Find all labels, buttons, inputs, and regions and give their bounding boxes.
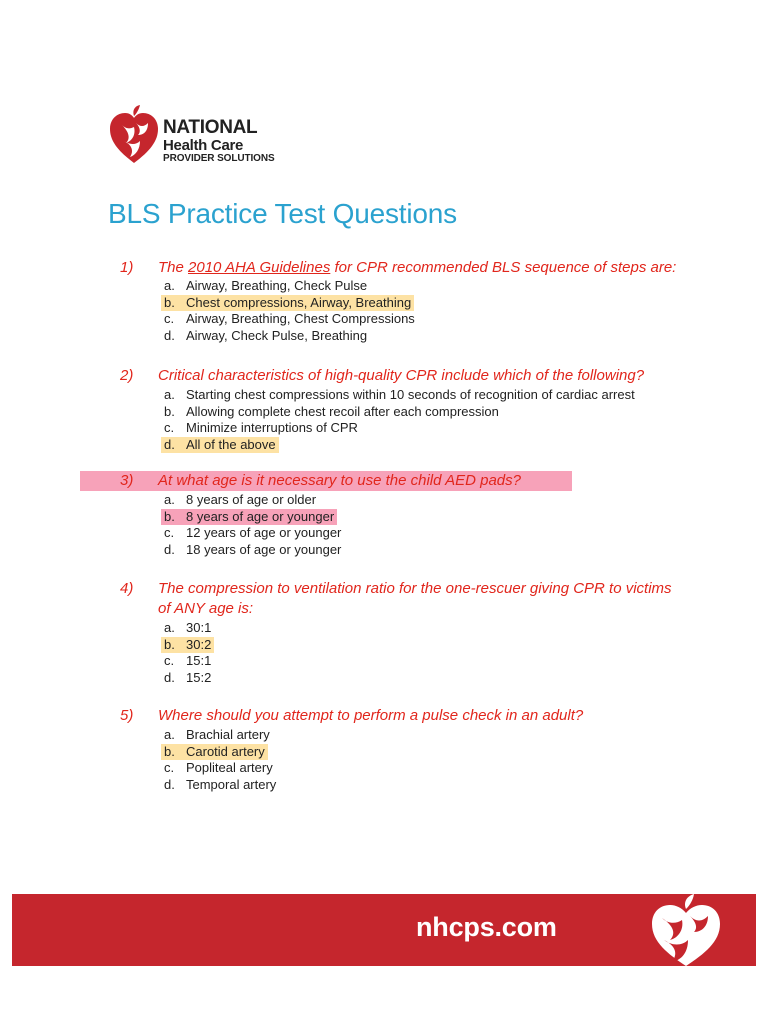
option-list (120, 278, 680, 344)
option-a: a. Airway, Breathing, Check Pulse (164, 278, 368, 293)
option-d: d. 18 years of age or younger (164, 541, 342, 557)
question-text: Critical characteristics of high-quality CPR include which of the following? (158, 367, 645, 384)
question-text: At what age is it necessary to use the child AED pads? (158, 472, 521, 489)
question-number: 5) (120, 707, 134, 724)
answer-highlight: b. 8 years of age or younger (161, 509, 337, 526)
option-a: a. 8 years of age or older (164, 492, 317, 507)
option-c: c. Minimize interruptions of CPR (164, 420, 358, 435)
option-c: c. 12 years of age or younger (164, 525, 342, 540)
option-c: c. Popliteal artery (164, 760, 273, 775)
page-title: BLS Practice Test Questions (108, 198, 457, 229)
option-d: d. 15:2 (164, 669, 212, 685)
question-3 (120, 471, 680, 558)
question-2 (120, 366, 680, 453)
brand-logo (108, 105, 308, 170)
option-b (164, 637, 656, 654)
option-b (164, 295, 656, 312)
heart-apple-icon (108, 105, 160, 167)
question-text: The compression to ventilation ratio for the one-rescuer giving CPR to victims of ANY age is: (158, 580, 672, 617)
option-c: c. Airway, Breathing, Chest Compressions (164, 311, 415, 326)
option-c: c. 15:1 (164, 653, 212, 668)
option-a: a. 30:1 (164, 620, 212, 635)
question-number: 4) (120, 580, 134, 597)
question-text: Where should you attempt to perform a pulse check in an adult? (158, 707, 584, 724)
option-list (120, 620, 680, 686)
option-b (164, 744, 656, 761)
option-b (164, 509, 656, 526)
option-list (120, 727, 680, 793)
option-d (164, 437, 656, 454)
brand-line1: NATIONAL (163, 117, 258, 138)
guidelines-link[interactable]: 2010 AHA Guidelines (188, 259, 331, 276)
option-b: b. Allowing complete chest recoil after each compression (164, 403, 499, 419)
footer-banner (12, 894, 756, 966)
question-text: The 2010 AHA Guidelines for CPR recommended BLS sequence of steps are: (158, 259, 677, 276)
question-number: 2) (120, 367, 134, 384)
brand-line2: Health Care (163, 137, 244, 154)
option-list (120, 387, 680, 453)
answer-highlight: b. Carotid artery (161, 744, 268, 761)
answer-highlight: d. All of the above (161, 437, 279, 454)
heart-apple-icon (638, 894, 734, 966)
option-d: d. Temporal artery (164, 776, 277, 792)
question-4 (120, 579, 680, 686)
question-5 (120, 706, 680, 793)
option-d: d. Airway, Check Pulse, Breathing (164, 327, 368, 343)
question-number: 1) (120, 259, 134, 276)
option-a: a. Starting chest compressions within 10 seconds of recognition of cardiac arrest (164, 387, 635, 402)
option-list (120, 492, 680, 558)
question-number: 3) (120, 472, 134, 489)
option-a: a. Brachial artery (164, 727, 270, 742)
answer-highlight: b. Chest compressions, Airway, Breathing (161, 295, 414, 312)
footer-url-link[interactable]: nhcps.com (416, 912, 557, 942)
question-list (120, 258, 680, 793)
answer-highlight: b. 30:2 (161, 637, 214, 654)
brand-line3: PROVIDER SOLUTIONS (163, 153, 275, 164)
question-1 (120, 258, 680, 344)
